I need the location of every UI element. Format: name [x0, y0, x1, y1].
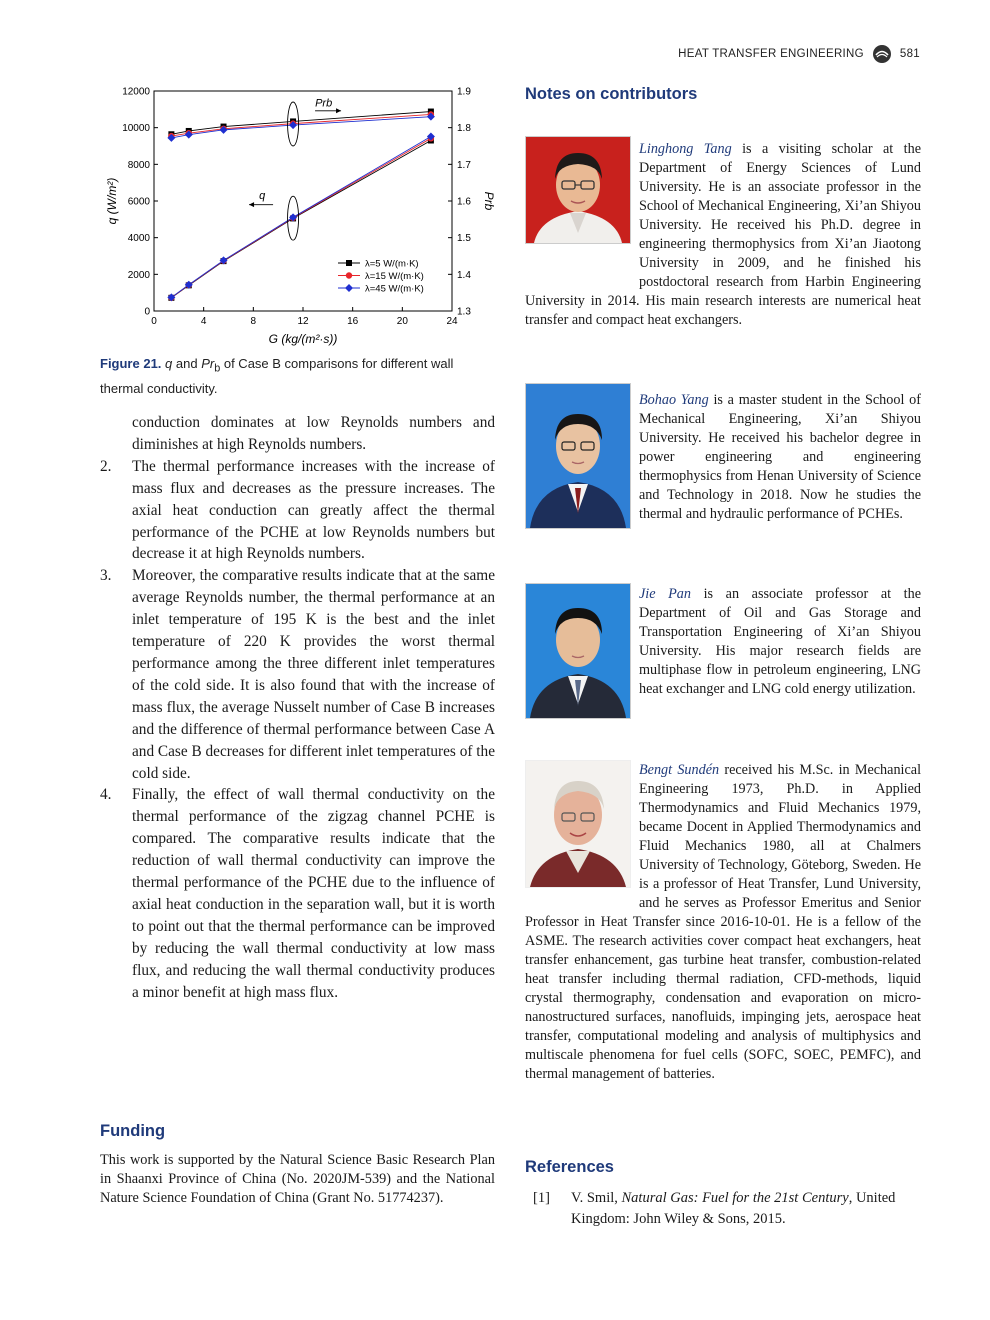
contributor-name: Bengt Sundén: [639, 762, 720, 778]
list-item-text: Finally, the effect of wall thermal conductivity on the thermal performance of the zigzag channel PCHE is compared. The comparative results indicate that the reduction of wall thermal conductivity can improve the thermal performance of the PCHE due to the influence of axial heat conduction in the separation wall, but it is worth to point out that the thermal performance can be improved by reducing the wall thermal conductivity at low mass flux, and reducing the wall thermal conductivity produces a minor benefit at high mass flux.: [132, 786, 495, 1001]
legend-label: λ=45 W/(m·K): [365, 283, 424, 295]
contributor-bohao-yang: [525, 391, 921, 539]
figure-caption: [100, 354, 495, 398]
annotation-arrowhead: [249, 202, 254, 207]
list-item-text: The thermal performance increases with the increase of mass flux and decreases as the pressure increases. The axial heat conduction can greatly affect the thermal performance of the PCHE at low Reynolds numbers but decrease it at high Reynolds numbers.: [132, 457, 495, 563]
annotation-q: q: [259, 190, 266, 203]
reference-title: Natural Gas: Fuel for the 21st Century: [621, 1190, 849, 1206]
caption-q: q: [165, 356, 173, 371]
y-right-tick-label: 1.9: [457, 86, 471, 98]
x-tick-label: 4: [200, 316, 207, 327]
list-item-text: Moreover, the comparative results indicate that at the same average Reynolds number, the thermal performance at an inlet temperature of 195 K is the best and the inlet temperature of 220 K provides the worst thermal performance among the three different inlet temperatures of the cold side. It is also found that with the increase of mass flux, the average Nusselt number of Case B increases and the difference of thermal performance between Case A and Case B decreases for different inlet temperatures of the cold side.: [132, 567, 495, 782]
numbered-list: [100, 456, 495, 1004]
contributor-bio: is a visiting scholar at the Department of Energy Sciences of Lund University. He is an associate professor in the School of Mechanical Engineering, Xi’an Shiyou University. He received his Ph.D. degree in engineering thermophysics from Xi’an Jiaotong University in 2009, and he finished his postdoctoral research from Harbin Engineering University in 2014. His main research interests are numerical heat transfer and compact heat exchangers.: [525, 141, 921, 328]
y-left-tick-label: 2000: [127, 269, 150, 281]
contributor-name: Bohao Yang: [639, 392, 709, 408]
data-point: [346, 260, 352, 266]
list-item-number: 3.: [100, 567, 112, 585]
annotation-prb: Prb: [315, 97, 333, 110]
reference-authors: V. Smil,: [571, 1190, 622, 1206]
y-left-tick-label: 10000: [122, 123, 150, 135]
y-left-tick-label: 0: [144, 306, 150, 318]
x-tick-label: 20: [396, 316, 408, 327]
legend-label: λ=5 W/(m·K): [365, 258, 419, 270]
x-axis-label: G (kg/(m²·s)): [268, 332, 338, 346]
reference-number: [1]: [533, 1190, 550, 1206]
list-item: [100, 565, 495, 784]
legend-label: λ=15 W/(m·K): [365, 271, 424, 282]
running-header: [678, 44, 920, 64]
contributor-bio: received his M.Sc. in Mechanical Engineering 1973, Ph.D. in Applied Thermodynamics and Fluid Mechanics 1979, became Docent in Applied Thermodynamics and Fluid Mechanics 1980, all at Chalmers University of Technology, Göteborg, Sweden. He is a professor of Heat Transfer, Lund University, and he serves as Professor Emeritus and Senior Professor in Heat Transfer since 2016-10-01. He is a fellow of the ASME. The research activities cover compact heat exchangers, heat transfer enhancement, gas turbine heat transfer, combustion-related heat transfer including thermal radiation, CFD-methods, liquid crystal thermography, condensation and evaporation on micro-nanostructured surfaces, nanofluids, impinging jets, aerospace heat transfer, computational modeling and analysis of multiphysics and multiscale phenomena for fuel cells (SOFC, SOEC, PEMFC), and thermal management of batteries.: [525, 762, 922, 1082]
references-heading: References: [525, 1158, 614, 1176]
contributor-jie-pan: [525, 585, 921, 721]
list-item: [100, 784, 495, 1003]
contributor-bio: is a master student in the School of Mechanical Engineering, Xi’an Shiyou University. He received his bachelor degree in power engineering and engineering thermophysics from Henan University of Science and Technology in 2018. Now he studies the thermal and hydraulic performance of PCHEs.: [639, 392, 921, 522]
caption-and: and: [172, 356, 202, 371]
annotation-arrowhead: [336, 108, 341, 113]
y-right-tick-label: 1.6: [457, 196, 471, 208]
page-number: 581: [899, 48, 920, 60]
series-line: [171, 114, 431, 136]
y-right-axis-label: Prb: [482, 191, 496, 211]
contributor-linghong-tang: [525, 140, 921, 330]
y-right-tick-label: 1.7: [457, 159, 471, 171]
x-tick-label: 0: [151, 316, 157, 327]
figure-21-chart: [100, 82, 500, 350]
funding-text: This work is supported by the Natural Science Basic Research Plan in Shaanxi Province of China (No. 2020JM-539) and the National Nature Science Foundation of China (Grant No. 51774237).: [100, 1152, 495, 1206]
data-point: [346, 272, 352, 278]
reference-item: [533, 1188, 921, 1230]
list-item-number: 4.: [100, 786, 112, 804]
conclusions-list: [100, 412, 495, 1003]
notes-heading: Notes on contributors: [525, 85, 698, 103]
contributor-bio: is an associate professor at the Department of Oil and Gas Storage and Transportation Engineering of Xi’an Shiyou University. His major research fields are multiphase flow in petroleum engineering, LNG heat exchanger and LNG cold energy utilization.: [639, 586, 922, 697]
journal-logo-icon: [872, 44, 892, 64]
caption-pr-sub: b: [214, 362, 221, 375]
y-right-tick-label: 1.4: [457, 269, 471, 281]
contributor-name: Linghong Tang: [639, 141, 732, 157]
series-line: [171, 117, 431, 138]
list-item: [100, 456, 495, 566]
contributor-name: Jie Pan: [639, 586, 691, 602]
data-point: [345, 284, 353, 292]
journal-name: HEAT TRANSFER ENGINEERING: [678, 48, 864, 60]
y-left-tick-label: 4000: [127, 233, 150, 245]
y-right-tick-label: 1.5: [457, 233, 471, 245]
funding-heading: Funding: [100, 1122, 166, 1140]
y-left-tick-label: 6000: [127, 196, 150, 208]
y-left-axis-label: q (W/m²): [105, 177, 119, 225]
y-left-tick-label: 12000: [122, 86, 150, 98]
figure-label: Figure 21.: [100, 356, 162, 371]
continuation-text: conduction dominates at low Reynolds numbers and diminishes at high Reynolds numbers.: [132, 414, 495, 453]
reference-rest: , United Kingdom: John Wiley & Sons, 2015.: [571, 1190, 896, 1227]
x-tick-label: 12: [297, 316, 309, 327]
y-right-tick-label: 1.3: [457, 306, 471, 318]
caption-text: of Case B comparisons for different wall thermal conductivity.: [100, 356, 454, 396]
x-tick-label: 8: [250, 316, 257, 327]
x-tick-label: 24: [446, 316, 458, 327]
caption-pr: Pr: [201, 356, 215, 371]
y-left-tick-label: 8000: [127, 159, 150, 171]
list-item-number: 2.: [100, 457, 112, 475]
contributor-bengt-sunden: [525, 761, 921, 1084]
x-tick-label: 16: [347, 316, 359, 327]
y-right-tick-label: 1.8: [457, 123, 471, 135]
